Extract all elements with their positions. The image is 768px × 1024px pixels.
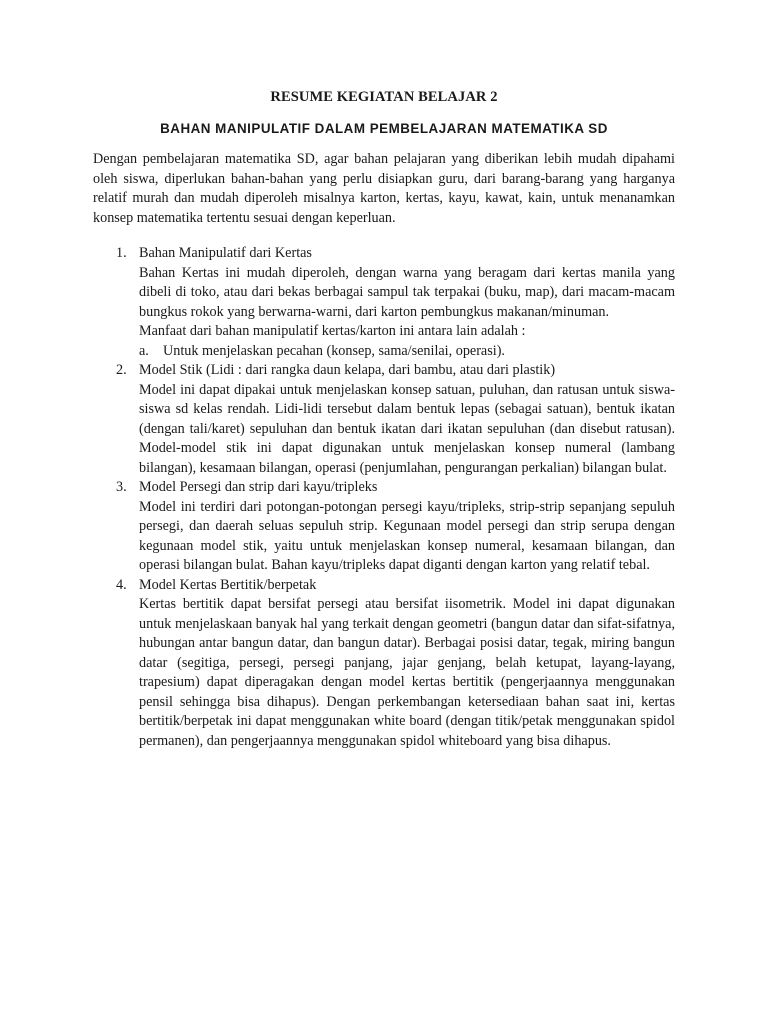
list-item-title: Model Persegi dan strip dari kayu/tripleks [139, 479, 378, 495]
list-item-number: 4. [116, 576, 127, 593]
sub-list-text: Untuk menjelaskan pecahan (konsep, sama/senilai, operasi). [163, 342, 505, 359]
list-item-title: Bahan Manipulatif dari Kertas [139, 245, 312, 261]
material-list [93, 244, 675, 751]
list-item [93, 244, 675, 361]
sub-list-letter: a. [139, 342, 149, 359]
list-item-extra: Manfaat dari bahan manipulatif kertas/karton ini antara lain adalah : [139, 323, 526, 339]
list-item-title: Model Kertas Bertitik/berpetak [139, 576, 317, 593]
list-item-number: 2. [116, 362, 127, 378]
document-page [93, 88, 675, 751]
document-title: RESUME KEGIATAN BELAJAR 2 [270, 89, 498, 105]
list-item-number: 1. [116, 245, 127, 261]
document-subtitle: BAHAN MANIPULATIF DALAM PEMBELAJARAN MATEMATIKA SD [160, 121, 608, 136]
list-item-body: Kertas bertitik dapat bersifat persegi atau bersifat iisometrik. Model ini dapat digunakan untuk menjelaskaan banyak hal yang terkait dengan geometri (bangun datar dan sifat-sifatnya, hubungan antar bangun datar, dan bangun datar). Berbagai posisi datar, tegak, miring bangun datar (segitiga, persegi, persegi panjang, jajar genjang, belah ketupat, layang-layang, trapesium) dapat diperagakan dengan model kertas bertitik (pengerjaannya menggunakan pensil sehingga bisa dihapus). Dengan perkembangan ketersediaan bahan saat ini, kertas bertitik/berpetak ini dapat menggunakan white board (dengan titik/petak menggunakan spidol permanen), dan pengerjaannya menggunakan spidol whiteboard yang bisa dihapus. [139, 596, 675, 749]
list-item-body: Model ini terdiri dari potongan-potongan persegi kayu/tripleks, strip-strip sepanjang sepuluh persegi, dan daerah seluas sepuluh strip. Kegunaan model persegi dan strip serupa dengan kegunaan model stik, yaitu untuk menjelaskan konsep numeral, kesamaan bilangan, dan operasi bilangan bulat. Bahan kayu/tripleks dapat diganti dengan karton yang relatif tebal. [139, 498, 675, 573]
list-item [93, 361, 675, 478]
sub-list-item [139, 342, 675, 362]
list-item-body: Model ini dapat dipakai untuk menjelaskan konsep satuan, puluhan, dan ratusan untuk siswa-siswa sd kelas rendah. Lidi-lidi tersebut dalam bentuk lepas (sebagai satuan), bentuk ikatan (dengan tali/karet) sepuluhan dan bentuk ikatan dari ikatan sepuluhan (dan disebut ratusan). Model-model stik ini dapat digunakan untuk menjelaskan konsep numeral (lambang bilangan), kesamaan bilangan, operasi (penjumlahan, pengurangan perkalian) bilangan bulat. [139, 381, 675, 476]
list-item-title: Model Stik (Lidi : dari rangka daun kelapa, dari bambu, atau dari plastik) [139, 362, 556, 378]
list-item-body: Bahan Kertas ini mudah diperoleh, dengan warna yang beragam dari kertas manila yang dibeli di toko, atau dari bekas berbagai sampul tak terpakai (buku, map), dari macam-macam bungkus rokok yang berwarna-warni, dari karton pembungkus makanan/minuman. [139, 264, 675, 320]
list-item-number: 3. [116, 479, 127, 495]
intro-paragraph: Dengan pembelajaran matematika SD, agar bahan pelajaran yang diberikan lebih mudah dipahami oleh siswa, diperlukan bahan-bahan yang perlu disiapkan guru, dari barang-barang yang harganya relatif murah dan mudah diperoleh misalnya karton, kertas, kayu, kawat, kain, untuk menanamkan konsep matematika tertentu sesuai dengan keperluan. [93, 151, 675, 226]
list-item [93, 478, 675, 576]
list-item [93, 576, 675, 752]
